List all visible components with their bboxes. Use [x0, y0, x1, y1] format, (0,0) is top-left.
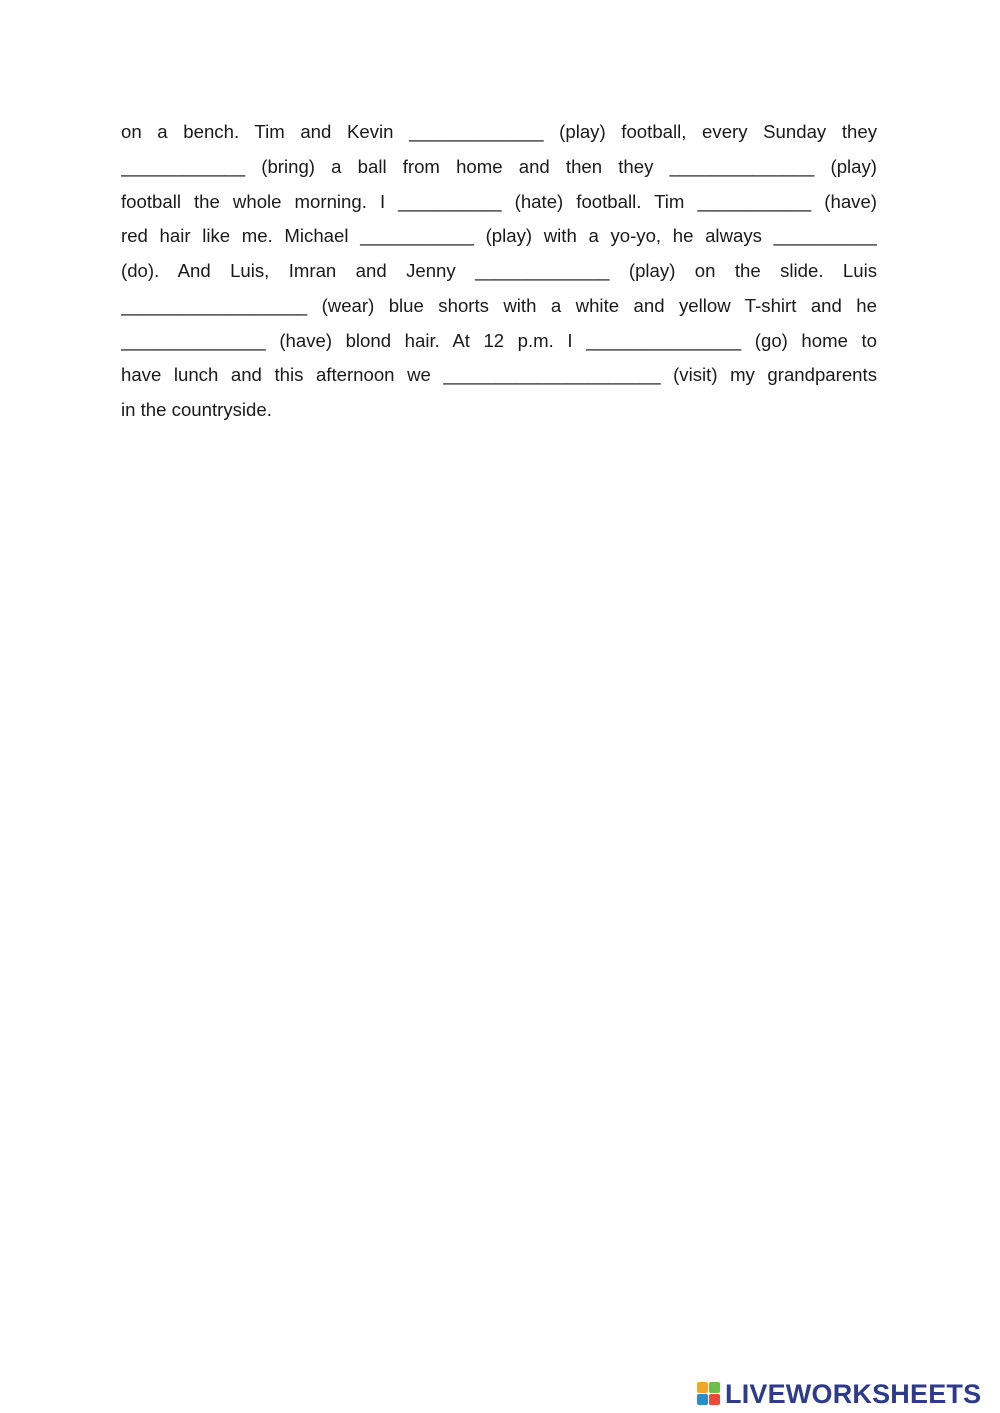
paragraph-line-5: (do). And Luis, Imran and Jenny _____________ (play) on the slide. Luis [121, 260, 877, 281]
paragraph-line-2: ____________ (bring) a ball from home and then they ______________ (play) [121, 155, 877, 177]
paragraph-line-6: __________________ (wear) blue shorts with a white and yellow T-shirt and he [121, 294, 877, 316]
paragraph-line-7: ______________ (have) blond hair. At 12 p.m. I _______________ (go) home to [121, 329, 877, 351]
worksheet-paragraph [121, 115, 877, 428]
liveworksheets-logo [697, 1378, 981, 1410]
liveworksheets-logo-icon [697, 1382, 721, 1406]
paragraph-line-3: football the whole morning. I __________ (hate) football. Tim ___________ (have) [121, 190, 877, 212]
logo-wordmark: LIVEWORKSHEETS [725, 1378, 982, 1409]
paragraph-line-1: on a bench. Tim and Kevin _____________ (play) football, every Sunday they [121, 121, 877, 142]
paragraph-line-4: red hair like me. Michael ___________ (play) with a yo-yo, he always __________ [121, 225, 877, 247]
paragraph-line-9: in the countryside. [121, 399, 272, 420]
paragraph-line-8: have lunch and this afternoon we _____________________ (visit) my grandparents [121, 364, 877, 386]
